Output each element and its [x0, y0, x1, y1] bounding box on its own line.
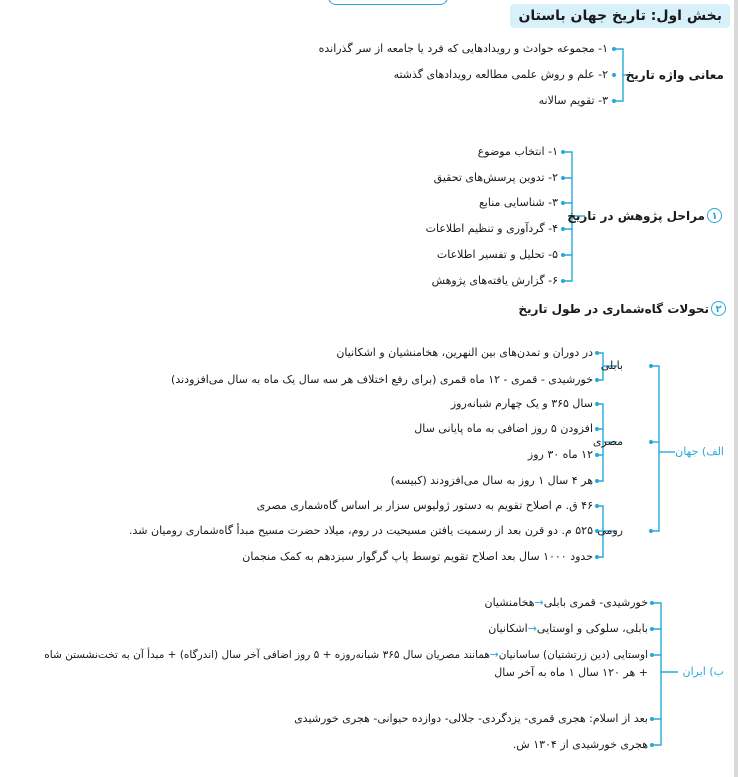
egypt-label: مصری	[592, 435, 623, 448]
research-item: ۲- تدوین پرسش‌های تحقیق	[433, 171, 558, 184]
research-item: ۳- شناسایی منابع	[478, 196, 558, 209]
arrow-icon: →	[489, 649, 499, 661]
babylon-item: در دوران و تمدن‌های بین النهرین، هخامنشیان و اشکانیان	[336, 346, 593, 359]
section-heading: بخش اول: تاریخ جهان باستان	[510, 4, 730, 28]
meaning-item: ۳- تقویم سالانه	[538, 94, 608, 107]
egypt-item: ۱۲ ماه ۳۰ روز	[527, 448, 593, 461]
egypt-item: افزودن ۵ روز اضافی به ماه پایانی سال	[414, 422, 593, 435]
meanings-title: معانی واژه تاریخ	[625, 68, 724, 82]
iran-row	[488, 622, 648, 636]
rome-item: حدود ۱۰۰۰ سال بعد اصلاح تقویم توسط پاپ گرگوار سیزدهم به کمک منجمان	[242, 550, 593, 563]
research-title: مراحل پژوهش در تاریخ	[567, 209, 705, 223]
research-item: ۶- گزارش یافته‌های پژوهش	[431, 274, 558, 287]
meaning-item: ۱- مجموعه حوادث و رویدادهایی که فرد یا جامعه از سر گذرانده	[318, 42, 608, 55]
iran-label	[683, 665, 724, 679]
babylon-label: بابلی	[600, 359, 623, 372]
research-item: ۵- تحلیل و تفسیر اطلاعات	[436, 248, 558, 261]
world-label-text: الف) جهان	[675, 445, 724, 458]
iran-row	[44, 648, 648, 662]
iran-row-continuation: + هر ۱۲۰ سال ۱ ماه به آخر سال	[494, 666, 648, 679]
iran-row: هجری خورشیدی از ۱۳۰۴ ش.	[512, 738, 648, 751]
iran-row: بعد از اسلام: هجری قمری- یزدگردی- جلالی- دوازده حیوانی- هجری خورشیدی	[294, 712, 648, 725]
iran-row-text: خورشیدی- قمری بابلی	[543, 596, 648, 609]
iran-row-text: بابلی، سلوکی و اوستایی	[536, 622, 648, 635]
rome-label: رومی	[597, 524, 623, 537]
babylon-item: خورشیدی - قمری - ۱۲ ماه قمری (برای رفع اختلاف هر سه سال یک ماه به سال می‌افزودند)	[171, 373, 593, 386]
section-number-badge: ۱	[707, 208, 722, 223]
research-item: ۴- گردآوری و تنظیم اطلاعات	[425, 222, 558, 235]
egypt-item: هر ۴ سال ۱ روز به سال می‌افزودند (کبیسه)	[390, 474, 593, 487]
iran-label-text: ب) ایران	[682, 665, 724, 678]
arrow-icon: →	[527, 622, 537, 635]
research-item: ۱- انتخاب موضوع	[477, 145, 558, 158]
calendar-title: تحولات گاه‌شماری در طول تاریخ	[518, 302, 709, 316]
rome-item: ۴۶ ق. م اصلاح تقویم به دستور ژولیوس سزار بر اساس گاه‌شماری مصری	[256, 499, 593, 512]
world-label	[675, 445, 724, 459]
rome-item: ۵۲۵ م. دو قرن بعد از رسمیت یافتن مسیحیت در روم، میلاد حضرت مسیح مبدأ گاه‌شماری رومیان شد.	[129, 524, 593, 537]
iran-row-target: اشکانیان	[488, 622, 528, 635]
arrow-icon: →	[534, 596, 544, 609]
iran-row-target: هخامنشیان	[484, 596, 535, 609]
iran-row	[484, 596, 648, 610]
section-number-badge: ۲	[711, 301, 726, 316]
iran-row-text: اوستایی (دین زرتشتیان) ساسانیان	[498, 649, 648, 661]
egypt-item: سال ۳۶۵ و یک چهارم شبانه‌روز	[450, 397, 593, 410]
meaning-item: ۲- علم و روش علمی مطالعه رویدادهای گذشته	[393, 68, 608, 81]
iran-row-detail: همانند مصریان سال ۳۶۵ شبانه‌روزه + ۵ روز اضافی آخر سال (اندرگاه) + مبدأ آن به تخت‌نشستن شاه	[44, 649, 490, 661]
